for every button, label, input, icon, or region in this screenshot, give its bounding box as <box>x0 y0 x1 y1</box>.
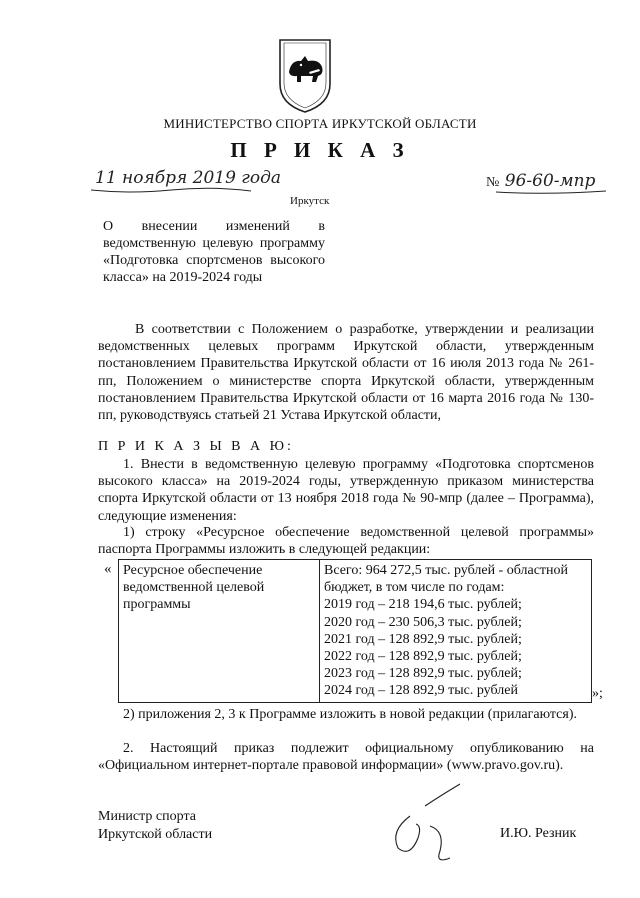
date-underline <box>91 186 251 196</box>
resource-total-line: Всего: 964 272,5 тыс. рублей - областной бюджет, в том числе по годам: <box>324 563 569 596</box>
coat-of-arms-emblem <box>275 34 335 114</box>
order-subject: О внесении изменений в ведомственную целевую программу «Подготовка спортсменов высокого класса» на 2019-2024 годы <box>103 219 325 285</box>
resource-table <box>118 559 592 703</box>
document-number <box>486 171 595 191</box>
resource-year-line: 2019 год – 218 194,6 тыс. рублей; <box>324 597 522 613</box>
date-handwritten: 11 ноября 2019 года <box>95 168 282 188</box>
signatory-position <box>98 808 212 843</box>
number-handwritten: 96-60-мпр <box>504 171 596 191</box>
resource-year-line: 2022 год – 128 892,9 тыс. рублей; <box>324 649 522 665</box>
resource-year-line: 2024 год – 128 892,9 тыс. рублей <box>324 683 518 699</box>
signatory-name: И.Ю. Резник <box>500 826 577 841</box>
ministry-name: МИНИСТЕРСТВО СПОРТА ИРКУТСКОЙ ОБЛАСТИ <box>163 116 477 131</box>
item-2: 2. Настоящий приказ подлежит официальному опубликованию на «Официальном интернет-портале правовой информации» (www.pravo.gov.ru). <box>98 741 594 774</box>
position-line-1: Министр спорта <box>98 809 196 824</box>
number-underline <box>496 188 606 196</box>
number-prefix: № <box>486 175 500 190</box>
quote-close: »; <box>592 686 603 701</box>
resource-year-line: 2020 год – 230 506,3 тыс. рублей; <box>324 614 522 630</box>
resource-year-line: 2021 год – 128 892,9 тыс. рублей; <box>324 631 522 647</box>
handwritten-signature <box>370 776 480 866</box>
position-line-2: Иркутской области <box>98 826 213 842</box>
quote-open: « <box>104 561 112 577</box>
table-row <box>119 560 592 703</box>
document-date <box>95 168 281 188</box>
item-1-2: 2) приложения 2, 3 к Программе изложить в новой редакции (прилагаются). <box>123 707 577 722</box>
prikazyvayu-heading: П Р И К А З Ы В А Ю: <box>98 439 294 454</box>
document-title: П Р И К А З <box>230 138 410 162</box>
city-label: Иркутск <box>290 195 330 207</box>
preamble-paragraph: В соответствии с Положением о разработке, утверждении и реализации ведомственных целевых программ Иркутской области, утвержденным постановлением Правительства Иркутской области от 16 июля 2013 года № 261-пп, Положением о министерстве спорта Иркутской области, утвержденным постановлением Правительства Иркутской области от 16 марта 2016 года № 130-пп, руководствуясь статьей 21 Устава Иркутской области, <box>98 322 594 424</box>
resource-values-cell <box>320 560 592 703</box>
item-1: 1. Внести в ведомственную целевую программу «Подготовка спортсменов высокого класса» на 2019-2024 годы, утвержденную приказом министерства спорта Иркутской области от 13 ноября 2018 года № 90-мпр (далее – Программа), следующие изменения: <box>98 457 594 524</box>
item-1-1: 1) строку «Ресурсное обеспечение ведомственной целевой программы» паспорта Программы изложить в следующей редакции: <box>98 525 594 558</box>
resource-label-cell: Ресурсное обеспечение ведомственной целевой программы <box>119 560 320 703</box>
resource-year-line: 2023 год – 128 892,9 тыс. рублей; <box>324 666 522 682</box>
